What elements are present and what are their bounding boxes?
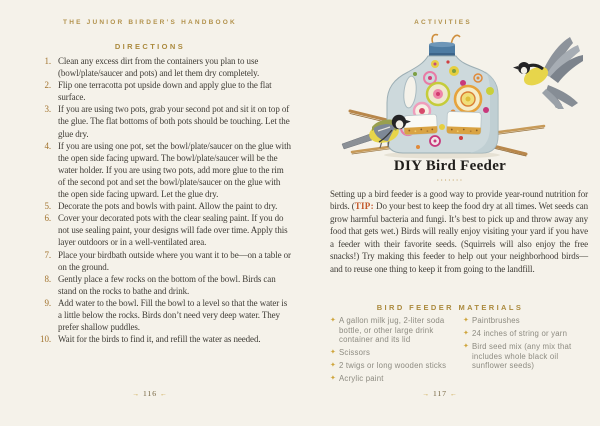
star-bullet-icon: ✦ — [330, 362, 337, 370]
material-text: Paintbrushes — [472, 316, 520, 325]
running-head-right: ACTIVITIES — [414, 19, 472, 26]
material-item — [463, 316, 593, 326]
jug-cap-icon — [429, 42, 455, 58]
direction-number: 5. — [44, 201, 51, 212]
star-bullet-icon: ✦ — [330, 317, 337, 324]
arrow-right-icon: → — [422, 390, 431, 398]
directions-heading: DIRECTIONS — [114, 42, 186, 51]
bird-feeder-illustration — [320, 31, 590, 161]
direction-number: 3. — [44, 104, 51, 115]
direction-text: Add water to the bowl. Fill the bowl to a level so that the water is a little below the rocks. Birds don’t need very deep water. They prefer shallow puddles. — [58, 297, 288, 333]
material-item — [463, 329, 593, 339]
direction-text: Place your birdbath outside where you want it to be—on a table or on the ground. — [58, 249, 291, 272]
direction-number: 6. — [44, 213, 51, 224]
material-text: 2 twigs or long wooden sticks — [339, 361, 447, 371]
star-bullet-icon: ✦ — [330, 349, 337, 357]
material-item — [330, 374, 466, 384]
running-head-left: THE JUNIOR BIRDER’S HANDBOOK — [63, 19, 237, 26]
direction-text: Cover your decorated pots with the clear sealing paint. If you do not use sealing paint, your designs will fade over time. Apply this layer outdoors or in a well-ventilated area. — [58, 213, 288, 248]
page-title: DIY Bird Feeder — [393, 158, 507, 174]
materials-column-right — [463, 316, 593, 374]
direction-number: 8. — [44, 273, 51, 284]
direction-item — [36, 249, 292, 273]
material-item — [330, 348, 466, 358]
direction-text: Clean any excess dirt from the containers you plan to use (bowl/plate/saucer and pots) and let them dry completely. — [58, 56, 260, 79]
direction-item — [36, 79, 292, 103]
arrow-left-icon: ← — [449, 390, 458, 398]
arrow-left-icon: ← — [159, 390, 168, 398]
feeder-hole-right — [447, 111, 482, 134]
direction-text: Wait for the birds to find it, and refill the water as needed. — [58, 334, 261, 345]
feeder-hole-left — [404, 114, 438, 135]
intro-text-after: Do your best to keep the food dry at all times. Wet seeds can grow harmful bacteria and fungi. It’s best to pick up and throw away any food that gets wet.) Birds will really enjoy visiting your yard if you have a feeder with their favorite seeds. (Squirrels will also enjoy the free snacks!) Try making this feeder to help out your neighborhood birds—and to reuse one thing to keep it from going to the landfill. — [330, 201, 589, 274]
direction-item — [36, 200, 292, 212]
tip-label: TIP: — [354, 201, 374, 212]
direction-text: Decorate the pots and bowls with paint. Allow the paint to dry. — [58, 201, 278, 212]
direction-item — [36, 333, 292, 345]
material-item — [463, 342, 593, 371]
direction-item — [36, 297, 292, 333]
divider-dots: ······· — [436, 176, 464, 185]
direction-item — [36, 55, 292, 79]
star-bullet-icon: ✦ — [463, 343, 470, 351]
material-item — [330, 361, 466, 371]
direction-number: 1. — [44, 56, 51, 66]
material-item — [330, 316, 466, 345]
star-bullet-icon: ✦ — [330, 375, 337, 383]
material-text: 24 inches of string or yarn — [472, 329, 568, 339]
direction-text: If you are using two pots, grab your second pot and sit it on top of the glue. The flat bottoms of both pots should be touching. Let the glue dry. — [58, 104, 290, 139]
star-bullet-icon: ✦ — [463, 330, 470, 338]
direction-item — [36, 212, 292, 248]
material-text: Acrylic paint — [339, 374, 384, 384]
materials-heading: BIRD FEEDER MATERIALS — [376, 303, 524, 312]
intro-text-before: Setting up a bird feeder is a good way to provide year-round nutrition for birds. ( — [330, 189, 588, 212]
material-text: A gallon milk jug, 2-liter soda bottle, or other large drink container and its lid — [339, 316, 445, 345]
page-number-value: 117 — [433, 389, 447, 398]
direction-number: 7. — [44, 249, 51, 260]
material-text: Bird seed mix (any mix that includes whole black oil sunflower seeds) — [472, 342, 572, 371]
intro-paragraph — [330, 188, 588, 275]
direction-number: 9. — [44, 297, 51, 308]
page-number-value: 116 — [143, 389, 157, 398]
star-bullet-icon: ✦ — [463, 317, 470, 324]
flying-bird-icon — [513, 37, 583, 109]
page-number-left — [0, 389, 300, 398]
direction-number: 4. — [44, 140, 51, 151]
page-number-right — [300, 389, 580, 398]
direction-number: 2. — [44, 80, 51, 91]
arrow-right-icon: → — [132, 390, 141, 398]
direction-item — [36, 103, 292, 139]
directions-list — [36, 55, 292, 345]
direction-text: If you are using one pot, set the bowl/plate/saucer on the glue with the open side facing upward. The bowl/plate/saucer will be the water holder. If you are using two pots, add more glue to the rim of the second pot and set the bowl/plate/saucer on the glue with the open side facing upward. Let the glue dry. — [58, 140, 291, 200]
direction-item — [36, 140, 292, 200]
materials-column-left — [330, 316, 466, 388]
direction-item — [36, 273, 292, 297]
direction-number: 10. — [40, 334, 51, 345]
material-text: Scissors — [339, 348, 371, 358]
direction-text: Gently place a few rocks on the bottom of the bowl. Birds can stand on the rocks to bathe and drink. — [58, 273, 276, 296]
direction-text: Flip one terracotta pot upside down and apply glue to the flat surface. — [58, 80, 272, 103]
